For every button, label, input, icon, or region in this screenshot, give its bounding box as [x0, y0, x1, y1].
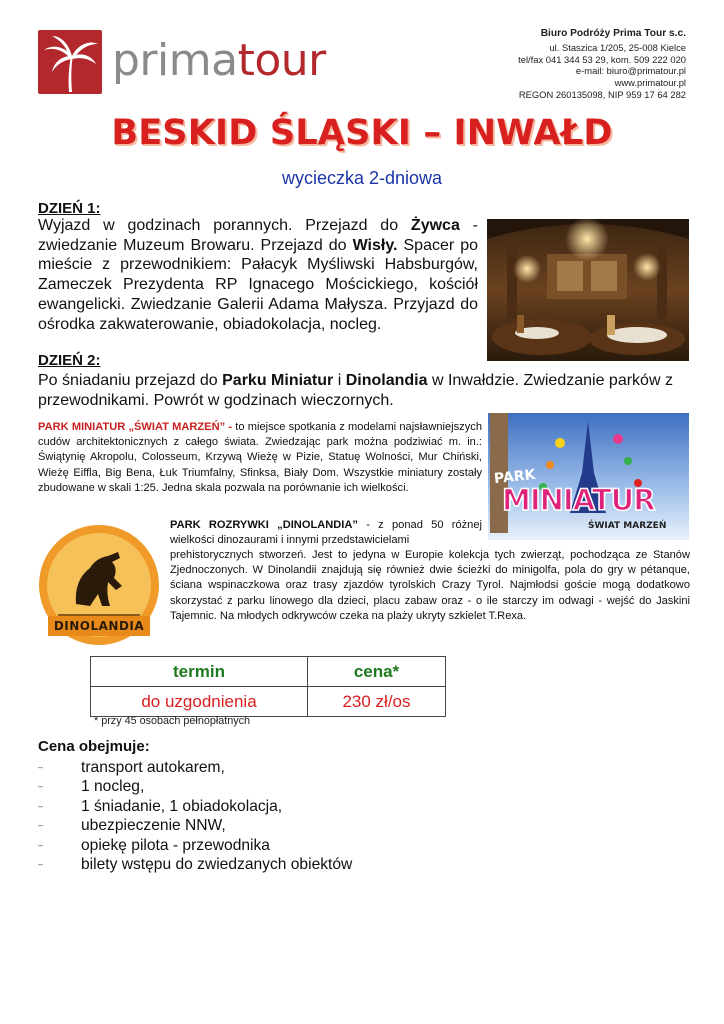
price-value-term: do uzgodnienia	[91, 687, 308, 717]
company-address: ul. Staszica 1/205, 25-008 Kielce	[549, 41, 686, 53]
list-item-text: bilety wstępu do zwiedzanych obiektów	[81, 855, 353, 873]
list-item-text: transport autokarem,	[81, 759, 225, 776]
day1-text-3: Spacer po mieście z przewodnikiem: Pałacyk Myśliwski Habsburgów, Zameczek Prezydenta RP Ignacego Mościckiego, kościół ewangelicki. Zwiedzanie Galerii Adama Małysza. Przyjazd do ośrodka zakwaterowanie, obiadokolacja, nocleg.	[38, 236, 478, 333]
price-footnote: * przy 45 osobach pełnopłatnych	[94, 715, 251, 727]
company-info	[426, 28, 686, 101]
dinolandia-description-start	[170, 518, 482, 548]
park-miniatur-heading: PARK MINIATUR „ŚWIAT MARZEŃ” -	[38, 421, 233, 433]
park-miniatur-logo	[488, 413, 689, 540]
company-regon: REGON 260135098, NIP 959 17 64 282	[518, 88, 686, 100]
day2-bold-park: Parku Miniatur	[222, 372, 334, 389]
dinolandia-logo	[38, 524, 160, 646]
day2-bold-dino: Dinolandia	[345, 372, 428, 389]
dinolandia-text-a: - z ponad 50 różnej wielkości dinozaurami i innymi przedstawicielami	[170, 519, 482, 547]
brewery-interior-photo	[487, 219, 689, 361]
dash-bullet-icon: –	[38, 839, 44, 850]
list-item-text: ubezpieczenie NNW,	[81, 817, 226, 835]
list-item-text: 1 nocleg,	[81, 778, 145, 796]
day1-text-2: - zwiedzanie Muzeum Browaru. Przejazd do	[38, 217, 478, 254]
price-value-price: 230 zł/os	[308, 687, 446, 717]
dinolandia-logo-text: DINOLANDIA	[53, 619, 145, 633]
primatour-logo	[38, 30, 328, 94]
day2-heading: DZIEŃ 2:	[38, 352, 101, 369]
day2-description	[38, 371, 690, 410]
price-table	[90, 656, 446, 717]
price-header-term: termin	[91, 657, 308, 687]
company-name: Biuro Podróży Prima Tour s.c.	[540, 28, 686, 39]
page-title: BESKID ŚLĄSKI – INWAŁD	[111, 113, 613, 153]
park-logo-miniatur-word: MINIATUR	[502, 483, 655, 517]
park-logo-tagline: ŚWIAT MARZEŃ	[588, 521, 667, 531]
price-header-price: cena*	[308, 657, 446, 687]
palm-logo-icon	[38, 30, 102, 94]
dinolandia-heading: PARK ROZRYWKI „DINOLANDIA”	[170, 519, 358, 531]
list-item-text: 1 śniadanie, 1 obiadokolacja,	[81, 797, 283, 815]
day2-text-2: i	[333, 372, 346, 389]
logo-word-prima: prima	[112, 35, 238, 86]
park-miniatur-text: to miejsce spotkania z modelami najsławniejszych cudów architektonicznych z całego świata. Zwiedzając park można podziwiać m. in.: Świątynię Akropolu, Colosseum, Krzywą Wieżę w Pizie, Statuę Wolności, Mur Chiński, Wieżę Eiffla, Big Bena, Łuk Triumfalny, Sfinksa, Biały Dom. Wszystkie miniatury zostały zbudowane w skali 1:25. Jedna skala pozwala na porównanie ich wielkości.	[38, 421, 482, 494]
park-logo-park-word: PARK	[493, 466, 537, 488]
dash-bullet-icon: –	[38, 800, 44, 811]
page-subtitle: wycieczka 2-dniowa	[281, 168, 443, 188]
park-miniatur-description	[38, 420, 482, 496]
day1-bold-zywiec: Żywca	[410, 217, 460, 234]
day1-heading: DZIEŃ 1:	[38, 200, 101, 217]
dash-bullet-icon: –	[38, 858, 44, 869]
day1-bold-wisla: Wisły.	[352, 236, 398, 254]
dinolandia-description-continued: prehistorycznych stworzeń. Jest to jedyna w Europie kolekcja tych zwierząt, pochodząca ze Stanów Zjednoczonych. W Dinolandii znajdują się również dwie ścieżki do minigolfa, pola do gry w pétanque, ściana wspinaczkowa oraz trasy zjazdów tyrolskich Crazy Tyrol. Najmłodsi goście mogą dodatkowo skorzystać z parku linowego dla dzieci, placu zabaw oraz - o ile starczy im odwagi - wejść do Jaskini Tajemnic. Na młodych odkrywców czeka na plaży ukryty szkielet T.Rexa.	[170, 549, 690, 622]
day1-text-1: Wyjazd w godzinach porannych. Przejazd do	[38, 217, 411, 234]
day2-text-3: w Inwałdzie. Zwiedzanie parków z przewodnikami. Powrót w godzinach wieczornych.	[38, 372, 673, 409]
price-table-header-row	[91, 657, 446, 687]
company-phones: tel/fax 041 344 53 29, kom. 509 222 020	[518, 53, 686, 65]
price-table-value-row	[91, 687, 446, 717]
day2-text-1: Po śniadaniu przejazd do	[38, 372, 223, 389]
company-www: www.primatour.pl	[614, 77, 686, 89]
dash-bullet-icon: –	[38, 762, 44, 772]
logo-wordmark	[112, 36, 326, 86]
list-item-text: opiekę pilota - przewodnika	[81, 836, 270, 854]
company-email: e-mail: biuro@primatour.pl	[575, 65, 686, 77]
dash-bullet-icon: –	[38, 781, 44, 792]
day1-description	[38, 216, 478, 334]
logo-word-tour: tour	[237, 35, 326, 86]
includes-heading: Cena obejmuje:	[38, 738, 150, 755]
dash-bullet-icon: –	[38, 820, 44, 831]
